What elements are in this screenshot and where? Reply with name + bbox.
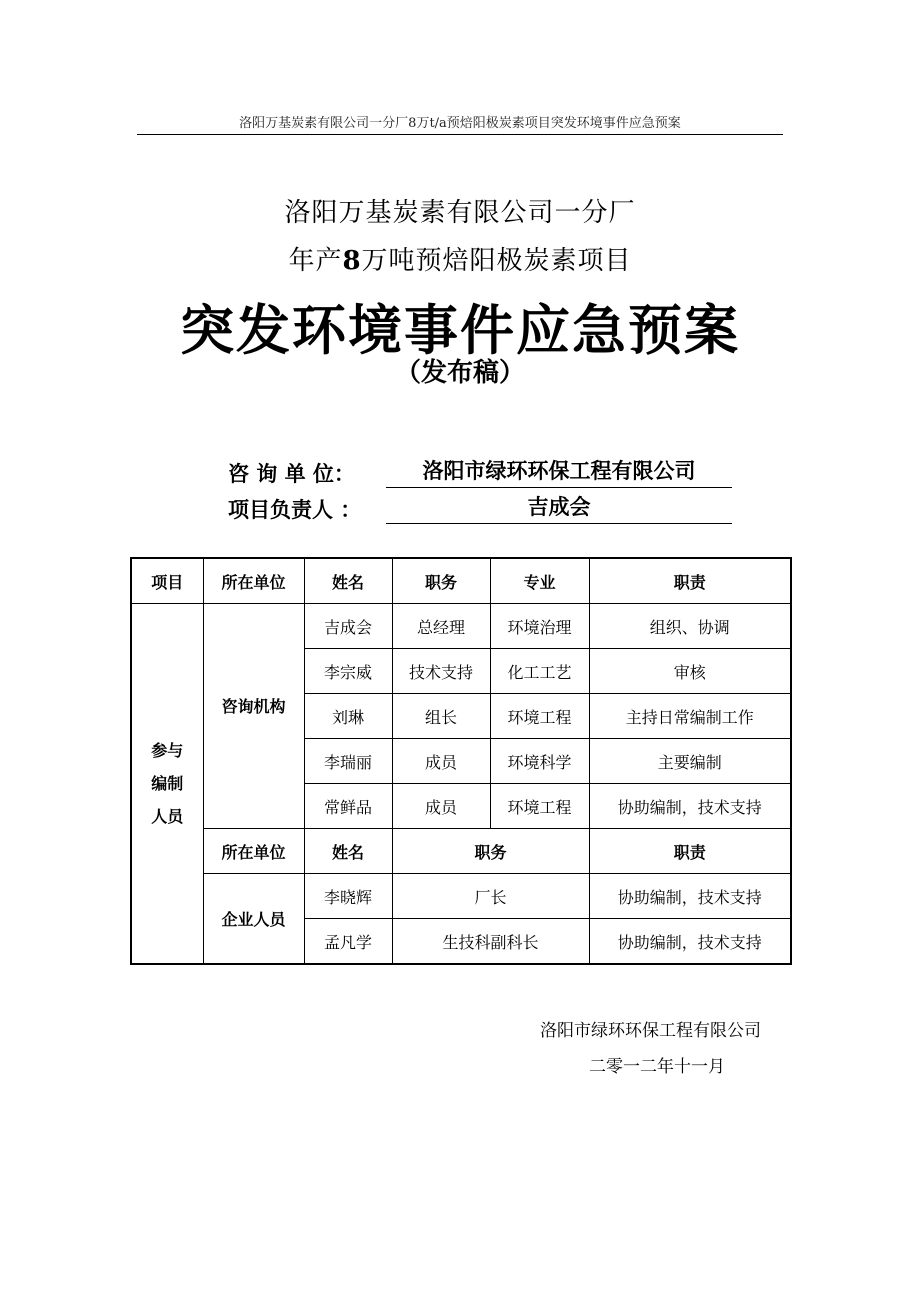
leader-value: 吉成会 xyxy=(386,491,732,524)
consultant-label: 咨 询 单 位： xyxy=(228,462,355,486)
row-duty: 主持日常编制工作 xyxy=(589,694,791,739)
header-duty: 职责 xyxy=(589,558,791,604)
title-line-1: 洛阳万基炭素有限公司一分厂 xyxy=(284,198,636,228)
row-name: 李宗威 xyxy=(304,649,392,694)
header-major: 专业 xyxy=(490,558,589,604)
row-name: 李瑞丽 xyxy=(304,739,392,784)
row-major: 环境治理 xyxy=(490,604,589,649)
main-title: 突发环境事件应急预案 xyxy=(180,298,740,362)
subheader-duty: 职责 xyxy=(589,829,791,874)
subheader-position: 职务 xyxy=(392,829,589,874)
table-subheader-row xyxy=(131,829,791,874)
title-line-2-prefix: 年产 xyxy=(288,246,343,276)
row-duty: 审核 xyxy=(589,649,791,694)
title-line-2 xyxy=(0,240,920,277)
row-duty: 协助编制，技术支持 xyxy=(589,919,791,965)
row-name: 李晓辉 xyxy=(304,874,392,919)
row-major: 环境工程 xyxy=(490,694,589,739)
row-position: 技术支持 xyxy=(392,649,490,694)
row-position: 成员 xyxy=(392,739,490,784)
row-position: 厂长 xyxy=(392,874,589,919)
group-label xyxy=(131,604,203,965)
row-major: 化工工艺 xyxy=(490,649,589,694)
header-position: 职务 xyxy=(392,558,490,604)
running-header: 洛阳万基炭素有限公司一分厂8万t/a预焙阳极炭素项目突发环境事件应急预案 xyxy=(239,116,681,131)
table-row xyxy=(131,874,791,919)
subheader-unit: 所在单位 xyxy=(203,829,304,874)
row-duty: 主要编制 xyxy=(589,739,791,784)
subtitle: （发布稿） xyxy=(394,358,525,388)
row-duty: 协助编制，技术支持 xyxy=(589,784,791,829)
table-header-row xyxy=(131,558,791,604)
title-line-2-suffix: 万吨预焙阳极炭素项目 xyxy=(361,246,632,276)
consultant-row xyxy=(228,454,732,488)
leader-label: 项目负责人 ： xyxy=(228,498,362,522)
header-project: 项目 xyxy=(131,558,203,604)
row-major: 环境工程 xyxy=(490,784,589,829)
row-duty: 组织、协调 xyxy=(589,604,791,649)
footer-date: 二零一二年十一月 xyxy=(589,1057,725,1077)
row-name: 孟凡学 xyxy=(304,919,392,965)
header-unit: 所在单位 xyxy=(203,558,304,604)
table-row xyxy=(131,604,791,649)
group-label-line: 参与 xyxy=(151,741,184,760)
header-divider xyxy=(137,134,783,135)
row-name: 刘琳 xyxy=(304,694,392,739)
row-position: 生技科副科长 xyxy=(392,919,589,965)
subheader-name: 姓名 xyxy=(304,829,392,874)
consultant-value: 洛阳市绿环环保工程有限公司 xyxy=(386,455,732,488)
row-position: 组长 xyxy=(392,694,490,739)
group-label-line: 编制 xyxy=(151,774,184,793)
title-line-2-number: 8 xyxy=(342,246,362,276)
enterprise-unit: 企业人员 xyxy=(203,874,304,965)
row-duty: 协助编制，技术支持 xyxy=(589,874,791,919)
staff-table xyxy=(130,557,792,965)
consult-unit: 咨询机构 xyxy=(203,604,304,829)
row-name: 吉成会 xyxy=(304,604,392,649)
header-name: 姓名 xyxy=(304,558,392,604)
row-position: 总经理 xyxy=(392,604,490,649)
footer-company: 洛阳市绿环环保工程有限公司 xyxy=(540,1021,761,1041)
row-position: 成员 xyxy=(392,784,490,829)
row-name: 常鲜品 xyxy=(304,784,392,829)
leader-row xyxy=(228,490,732,524)
row-major: 环境科学 xyxy=(490,739,589,784)
group-label-line: 人员 xyxy=(151,807,184,826)
